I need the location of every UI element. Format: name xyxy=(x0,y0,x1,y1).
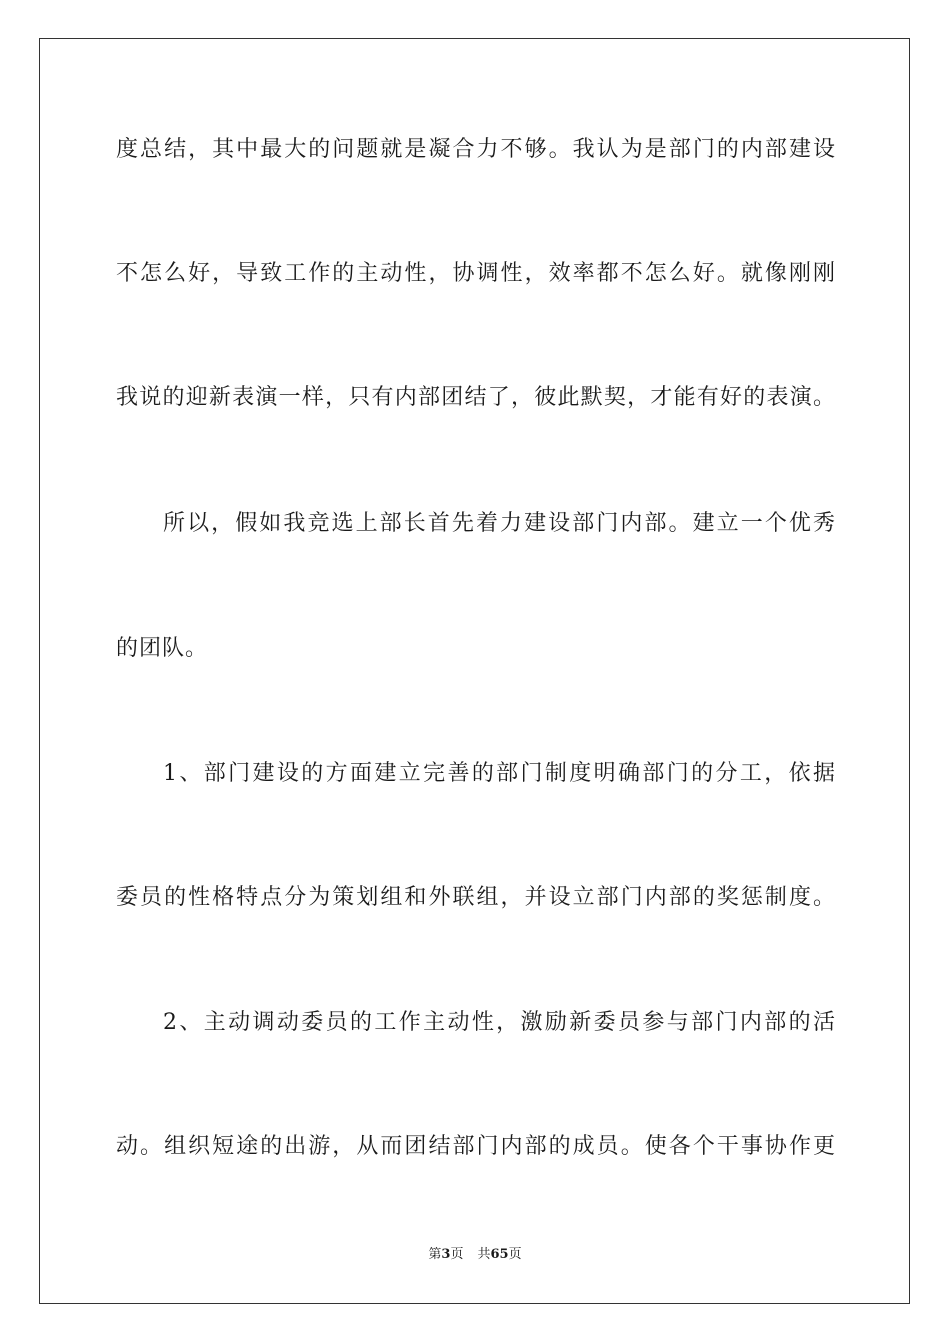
footer-total-pages: 65 xyxy=(490,1247,509,1262)
footer-total-unit: 页 xyxy=(508,1247,522,1262)
text-line-6: 1、部门建设的方面建立完善的部门制度明确部门的分工，依据 xyxy=(163,761,836,786)
text-line-4: 所以，假如我竞选上部长首先着力建设部门内部。建立一个优秀 xyxy=(163,511,836,536)
page-footer xyxy=(0,1246,950,1264)
text-line-7: 委员的性格特点分为策划组和外联组，并设立部门内部的奖惩制度。 xyxy=(116,885,836,910)
text-line-3: 我说的迎新表演一样，只有内部团结了，彼此默契，才能有好的表演。 xyxy=(116,385,836,410)
text-line-5: 的团队。 xyxy=(116,636,209,661)
text-line-2: 不怎么好，导致工作的主动性，协调性，效率都不怎么好。就像刚刚 xyxy=(116,261,836,286)
footer-page-number: 3 xyxy=(441,1247,451,1262)
text-line-9: 动。组织短途的出游，从而团结部门内部的成员。使各个干事协作更 xyxy=(116,1134,836,1159)
text-line-8: 2、主动调动委员的工作主动性，激励新委员参与部门内部的活 xyxy=(163,1010,836,1035)
footer-page-prefix: 第 xyxy=(428,1247,442,1262)
page-frame xyxy=(39,38,910,1304)
text-line-1: 度总结，其中最大的问题就是凝合力不够。我认为是部门的内部建设 xyxy=(116,137,836,162)
footer-page-unit: 页 xyxy=(450,1247,464,1262)
footer-total-prefix: 共 xyxy=(477,1247,491,1262)
